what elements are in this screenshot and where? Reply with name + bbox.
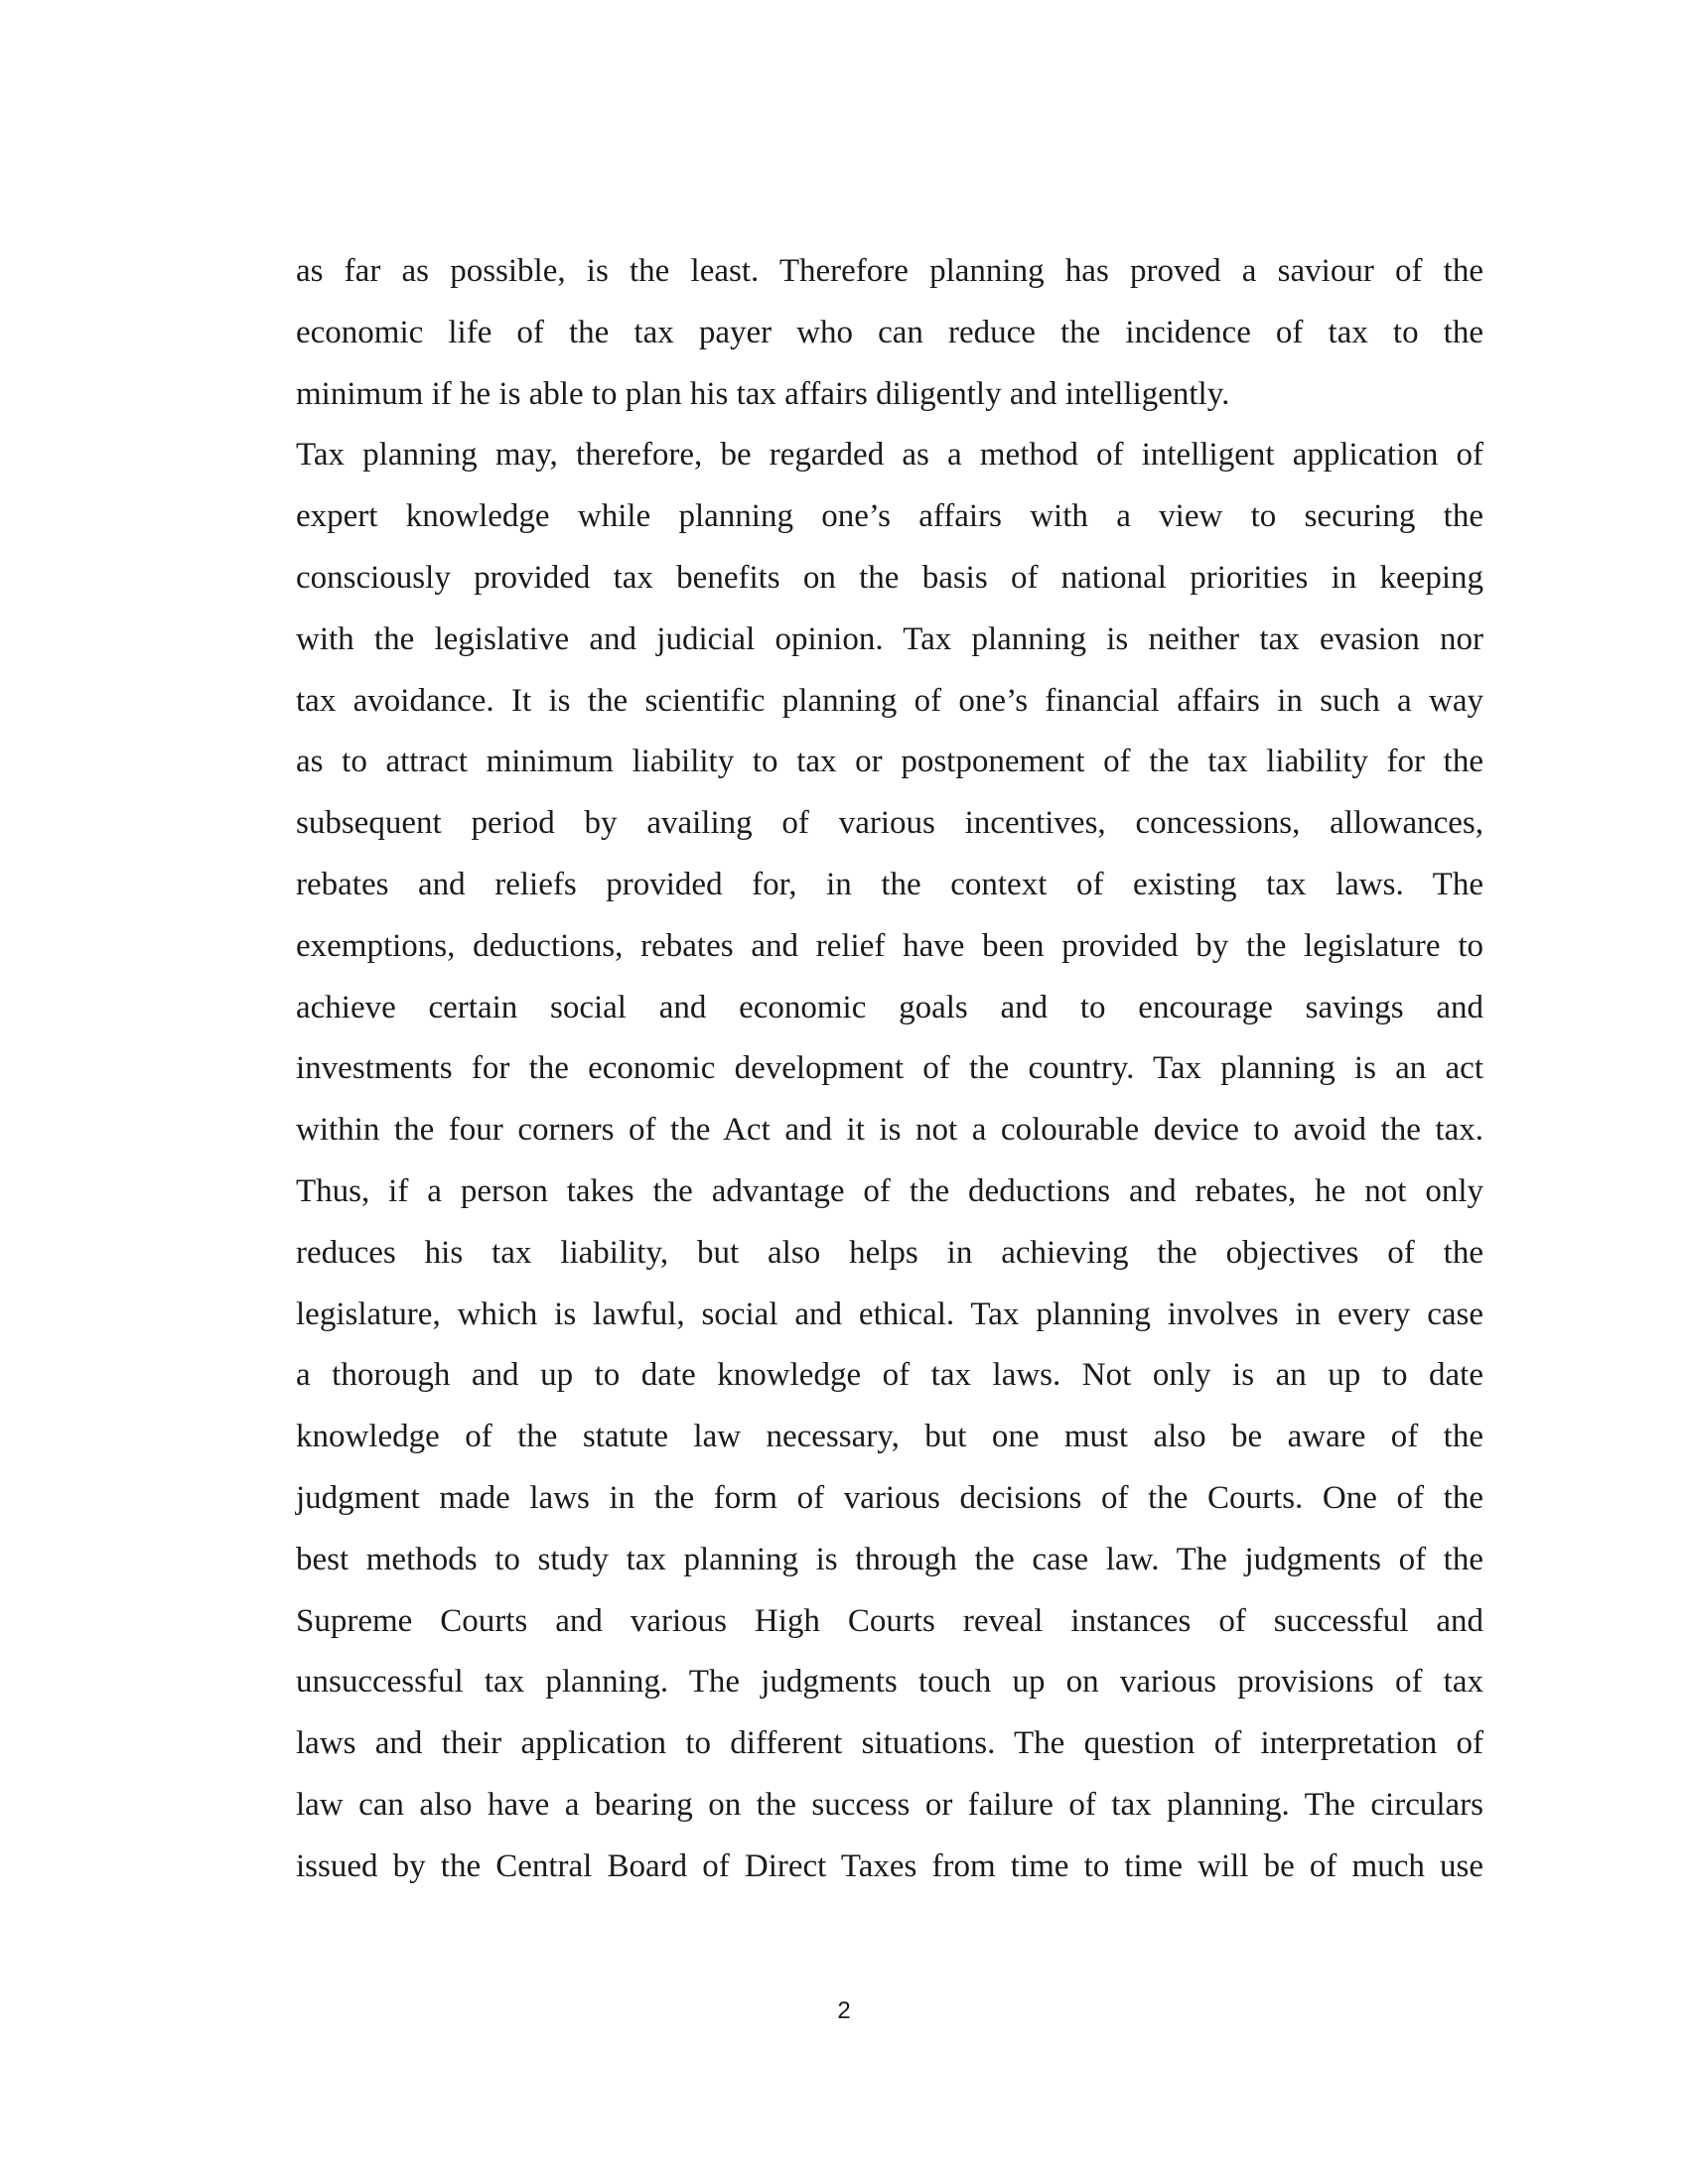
text-line: as far as possible, is the least. Therefore planning has proved a saviour of the	[296, 253, 1483, 289]
text-line: minimum if he is able to plan his tax affairs diligently and intelligently.	[296, 375, 1230, 412]
text-line: knowledge of the statute law necessary, but one must also be aware of the	[296, 1419, 1483, 1455]
text-line: subsequent period by availing of various incentives, concessions, allowances,	[296, 805, 1483, 842]
text-line: legislature, which is lawful, social and ethical. Tax planning involves in every case	[296, 1296, 1483, 1332]
text-line: best methods to study tax planning is through the case law. The judgments of the	[296, 1541, 1483, 1577]
text-line: with the legislative and judicial opinion. Tax planning is neither tax evasion nor	[296, 620, 1483, 657]
text-line: expert knowledge while planning one’s affairs with a view to securing the	[296, 498, 1483, 535]
text-line: unsuccessful tax planning. The judgments touch up on various provisions of tax	[296, 1664, 1483, 1701]
text-line: economic life of the tax payer who can reduce the incidence of tax to the	[296, 314, 1483, 350]
text-line: Thus, if a person takes the advantage of the deductions and rebates, he not only	[296, 1172, 1483, 1209]
text-line: judgment made laws in the form of various decisions of the Courts. One of the	[296, 1479, 1483, 1516]
text-line: reduces his tax liability, but also helps in achieving the objectives of the	[296, 1234, 1483, 1271]
text-line: rebates and reliefs provided for, in the context of existing tax laws. The	[296, 866, 1483, 902]
text-line: achieve certain social and economic goals and to encourage savings and	[296, 989, 1483, 1025]
text-line: issued by the Central Board of Direct Taxes from time to time will be of much use	[296, 1847, 1483, 1884]
text-line: tax avoidance. It is the scientific planning of one’s financial affairs in such a way	[296, 682, 1483, 719]
text-line: investments for the economic development of the country. Tax planning is an act	[296, 1050, 1483, 1087]
text-line: within the four corners of the Act and it is not a colourable device to avoid the tax.	[296, 1112, 1483, 1149]
body-text	[296, 241, 1483, 1898]
text-line: consciously provided tax benefits on the basis of national priorities in keeping	[296, 559, 1483, 596]
text-line: laws and their application to different situations. The question of interpretation of	[296, 1725, 1483, 1762]
text-line: Tax planning may, therefore, be regarded as a method of intelligent application of	[296, 437, 1483, 474]
text-line: law can also have a bearing on the success or failure of tax planning. The circulars	[296, 1786, 1483, 1823]
page-number: 2	[837, 1997, 851, 2024]
text-line: Supreme Courts and various High Courts reveal instances of successful and	[296, 1602, 1483, 1639]
text-line: a thorough and up to date knowledge of tax laws. Not only is an up to date	[296, 1357, 1483, 1394]
text-line: exemptions, deductions, rebates and relief have been provided by the legislature to	[296, 927, 1483, 964]
text-line: as to attract minimum liability to tax or postponement of the tax liability for the	[296, 744, 1483, 780]
